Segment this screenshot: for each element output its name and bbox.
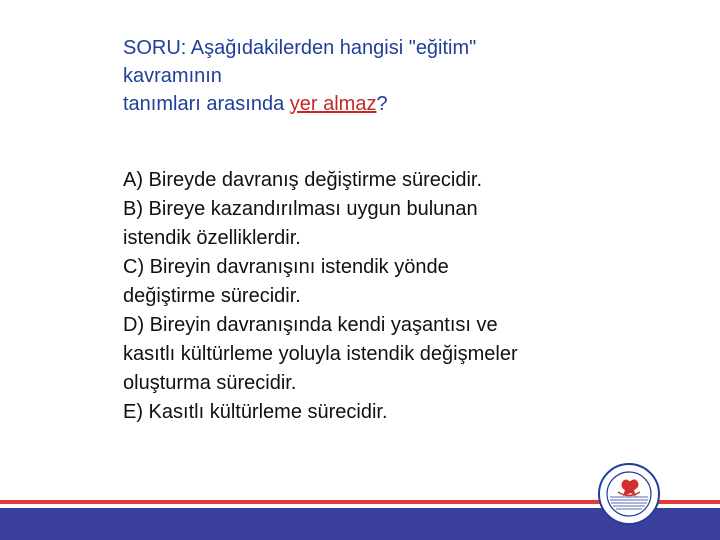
- option-a-line-1: A) Bireyde davranış değiştirme sürecidir.: [123, 169, 483, 191]
- question-line-1: SORU: Aşağıdakilerden hangisi "eğitim": [123, 37, 477, 59]
- question-mark: ?: [376, 93, 388, 115]
- option-c-line-1: C) Bireyin davranışını istendik yönde: [123, 256, 449, 278]
- option-d-line-3: oluşturma sürecidir.: [123, 372, 297, 394]
- option-b-line-2: istendik özelliklerdir.: [123, 227, 301, 249]
- option-e: [123, 398, 613, 427]
- option-b-line-1: B) Bireye kazandırılması uygun bulunan: [123, 198, 478, 220]
- question-text: [123, 34, 593, 118]
- question-line-3-start: tanımları arasında: [123, 93, 290, 115]
- option-e-line-1: E) Kasıtlı kültürleme sürecidir.: [123, 401, 388, 423]
- option-d-line-1: D) Bireyin davranışında kendi yaşantısı ve: [123, 314, 498, 336]
- question-emphasis: yer almaz: [289, 93, 377, 115]
- university-seal-icon: [598, 463, 660, 525]
- option-a: [123, 166, 613, 195]
- option-b: [123, 195, 613, 253]
- question-line-3: [123, 90, 593, 118]
- option-c-line-2: değiştirme sürecidir.: [123, 285, 301, 307]
- option-d: [123, 311, 613, 398]
- question-line-2: kavramının: [123, 65, 222, 87]
- option-d-line-2: kasıtlı kültürleme yoluyla istendik değişmeler: [123, 343, 518, 365]
- option-c: [123, 253, 613, 311]
- answer-options: [123, 166, 613, 427]
